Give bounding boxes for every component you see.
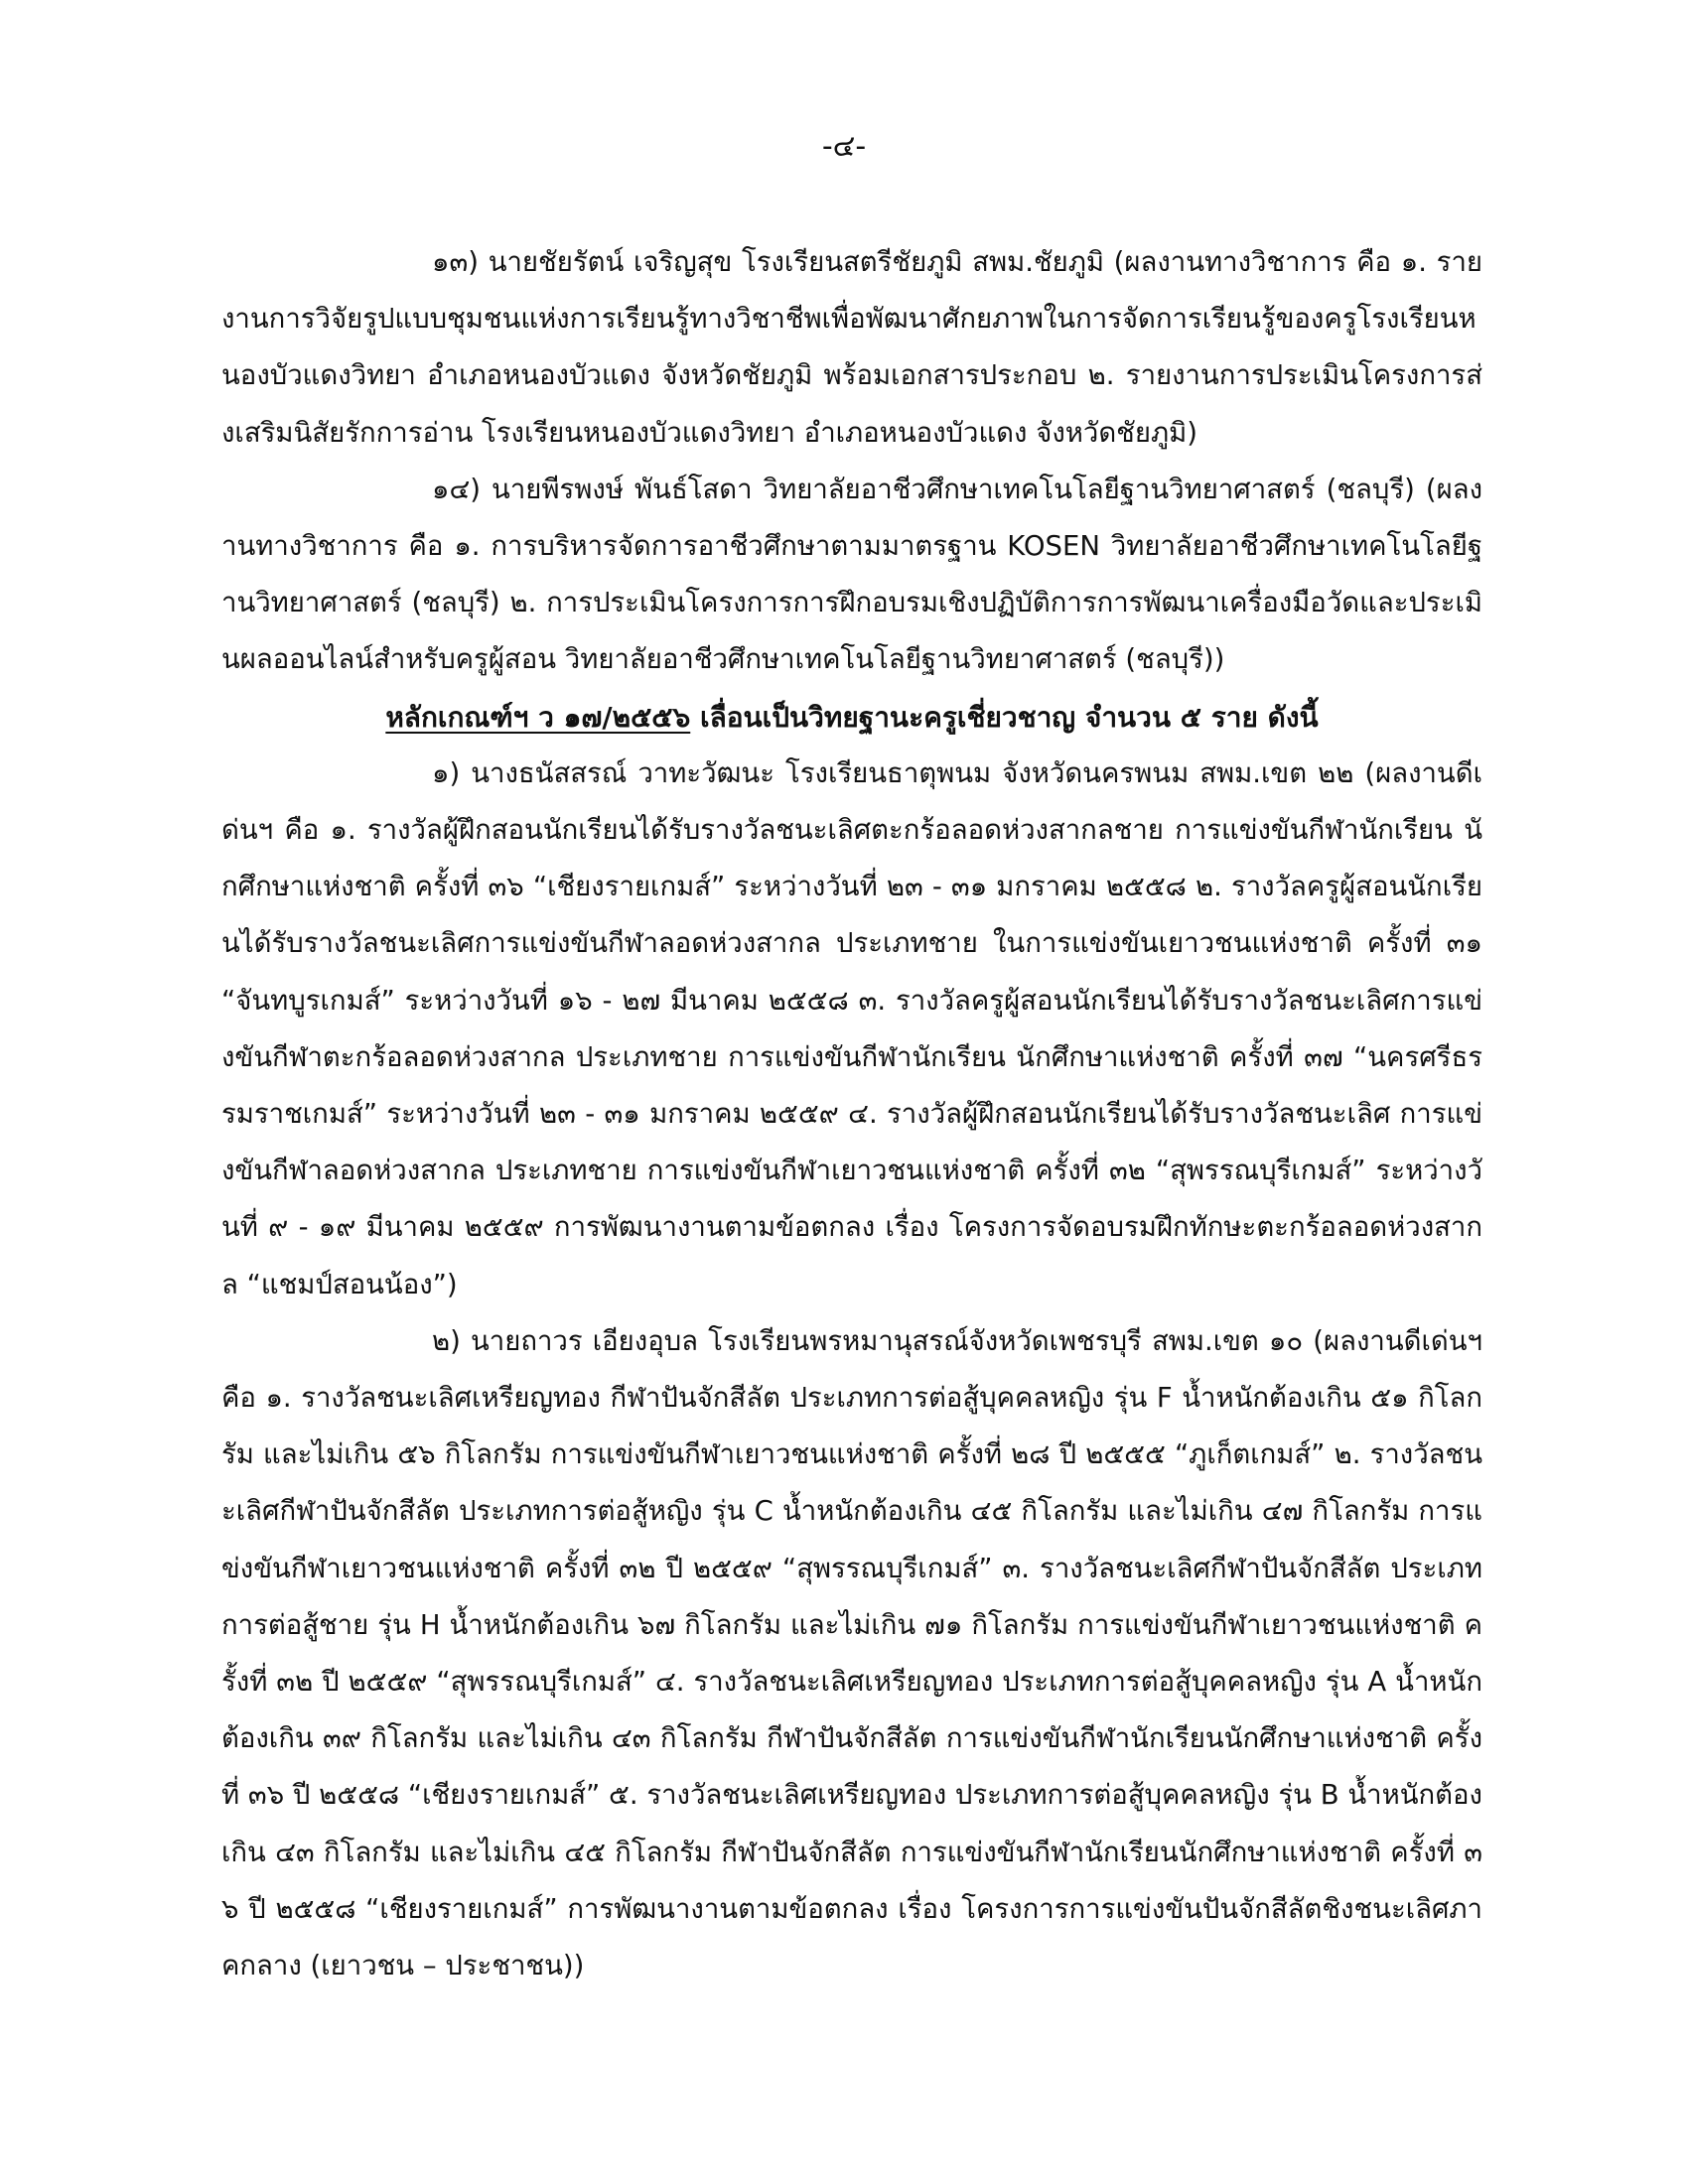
list-item-2: ๒) นายถาวร เอียงอุบล โรงเรียนพรหมานุสรณ์จังหวัดเพชรบุรี สพม.เขต ๑๐ (ผลงานดีเด่นฯ คือ ๑. รางวัลชนะเลิศเหรียญทอง กีฬาปันจักสีลัต ประเภทการต่อสู้บุคคลหญิง รุ่น F น้ำหนักต้องเกิน ๕๑ กิโลกรัม และไม่เกิน ๕๖ กิโลกรัม การแข่งขันกีฬาเยาวชนแห่งชาติ ครั้งที่ ๒๘ ปี ๒๕๕๕ “ภูเก็ตเกมส์” ๒. รางวัลชนะเลิศกีฬาปันจักสีลัต ประเภทการต่อสู้หญิง รุ่น C น้ำหนักต้องเกิน ๔๕ กิโลกรัม และไม่เกิน ๔๗ กิโลกรัม การแข่งขันกีฬาเยาวชนแห่งชาติ ครั้งที่ ๓๒ ปี ๒๕๕๙ “สุพรรณบุรีเกมส์” ๓. รางวัลชนะเลิศกีฬาปันจักสีลัต ประเภทการต่อสู้ชาย รุ่น H น้ำหนักต้องเกิน ๖๗ กิโลกรัม และไม่เกิน ๗๑ กิโลกรัม การแข่งขันกีฬาเยาวชนแห่งชาติ ครั้งที่ ๓๒ ปี ๒๕๕๙ “สุพรรณบุรีเกมส์” ๔. รางวัลชนะเลิศเหรียญทอง ประเภทการต่อสู้บุคคลหญิง รุ่น A น้ำหนักต้องเกิน ๓๙ กิโลกรัม และไม่เกิน ๔๓ กิโลกรัม กีฬาปันจักสีลัต การแข่งขันกีฬานักเรียนนักศึกษาแห่งชาติ ครั้งที่ ๓๖ ปี ๒๕๕๘ “เชียงรายเกมส์” ๕. รางวัลชนะเลิศเหรียญทอง ประเภทการต่อสู้บุคคลหญิง รุ่น B น้ำหนักต้องเกิน ๔๓ กิโลกรัม และไม่เกิน ๔๕ กิโลกรัม กีฬาปันจักสีลัต การแข่งขันกีฬานักเรียนนักศึกษาแห่งชาติ ครั้งที่ ๓๖ ปี ๒๕๕๘ “เชียงรายเกมส์” การพัฒนางานตามข้อตกลง เรื่อง โครงการการแข่งขันปันจักสีลัตชิงชนะเลิศภาคกลาง (เยาวชน – ประชาชน)) (221, 1324, 1482, 1982)
section-heading-criteria: หลักเกณฑ์ฯ ว ๑๗/๒๕๕๖ (385, 700, 691, 734)
document-body (221, 234, 1482, 1994)
section-heading-text: เลื่อนเป็นวิทยฐานะครูเชี่ยวชาญ จำนวน ๕ ราย ดังนี้ (690, 700, 1319, 734)
section-heading (221, 689, 1482, 746)
page-number: -๔- (821, 129, 867, 164)
list-item-1: ๑) นางธนัสสรณ์ วาทะวัฒนะ โรงเรียนธาตุพนม จังหวัดนครพนม สพม.เขต ๒๒ (ผลงานดีเด่นฯ คือ ๑. รางวัลผู้ฝึกสอนนักเรียนได้รับรางวัลชนะเลิศตะกร้อลอดห่วงสากลชาย การแข่งขันกีฬานักเรียน นักศึกษาแห่งชาติ ครั้งที่ ๓๖ “เชียงรายเกมส์” ระหว่างวันที่ ๒๓ - ๓๑ มกราคม ๒๕๕๘ ๒. รางวัลครูผู้สอนนักเรียนได้รับรางวัลชนะเลิศการแข่งขันกีฬาลอดห่วงสากล ประเภทชาย ในการแข่งขันเยาวชนแห่งชาติ ครั้งที่ ๓๑ “จันทบูรเกมส์” ระหว่างวันที่ ๑๖ - ๒๗ มีนาคม ๒๕๕๘ ๓. รางวัลครูผู้สอนนักเรียนได้รับรางวัลชนะเลิศการแข่งขันกีฬาตะกร้อลอดห่วงสากล ประเภทชาย การแข่งขันกีฬานักเรียน นักศึกษาแห่งชาติ ครั้งที่ ๓๗ “นครศรีธรรมราชเกมส์” ระหว่างวันที่ ๒๓ - ๓๑ มกราคม ๒๕๕๙ ๔. รางวัลผู้ฝึกสอนนักเรียนได้รับรางวัลชนะเลิศ การแข่งขันกีฬาลอดห่วงสากล ประเภทชาย การแข่งขันกีฬาเยาวชนแห่งชาติ ครั้งที่ ๓๒ “สุพรรณบุรีเกมส์” ระหว่างวันที่ ๙ - ๑๙ มีนาคม ๒๕๕๙ การพัฒนางานตามข้อตกลง เรื่อง โครงการจัดอบรมฝึกทักษะตะกร้อลอดห่วงสากล “แชมป์สอนน้อง”) (221, 756, 1482, 1300)
paragraph-item-13: ๑๓) นายชัยรัตน์ เจริญสุข โรงเรียนสตรีชัยภูมิ สพม.ชัยภูมิ (ผลงานทางวิชาการ คือ ๑. รายงานการวิจัยรูปแบบชุมชนแห่งการเรียนรู้ทางวิชาชีพเพื่อพัฒนาศักยภาพในการจัดการเรียนรู้ของครูโรงเรียนหนองบัวแดงวิทยา อำเภอหนองบัวแดง จังหวัดชัยภูมิ พร้อมเอกสารประกอบ ๒. รายงานการประเมินโครงการส่งเสริมนิสัยรักการอ่าน โรงเรียนหนองบัวแดงวิทยา อำเภอหนองบัวแดง จังหวัดชัยภูมิ) (221, 246, 1482, 449)
paragraph-item-14: ๑๔) นายพีรพงษ์ พันธ์โสดา วิทยาลัยอาชีวศึกษาเทคโนโลยีฐานวิทยาศาสตร์ (ชลบุรี) (ผลงานทางวิชาการ คือ ๑. การบริหารจัดการอาชีวศึกษาตามมาตรฐาน KOSEN วิทยาลัยอาชีวศึกษาเทคโนโลยีฐานวิทยาศาสตร์ (ชลบุรี) ๒. การประเมินโครงการการฝึกอบรมเชิงปฏิบัติการการพัฒนาเครื่องมือวัดและประเมินผลออนไลน์สำหรับครูผู้สอน วิทยาลัยอาชีวศึกษาเทคโนโลยีฐานวิทยาศาสตร์ (ชลบุรี)) (221, 473, 1482, 676)
